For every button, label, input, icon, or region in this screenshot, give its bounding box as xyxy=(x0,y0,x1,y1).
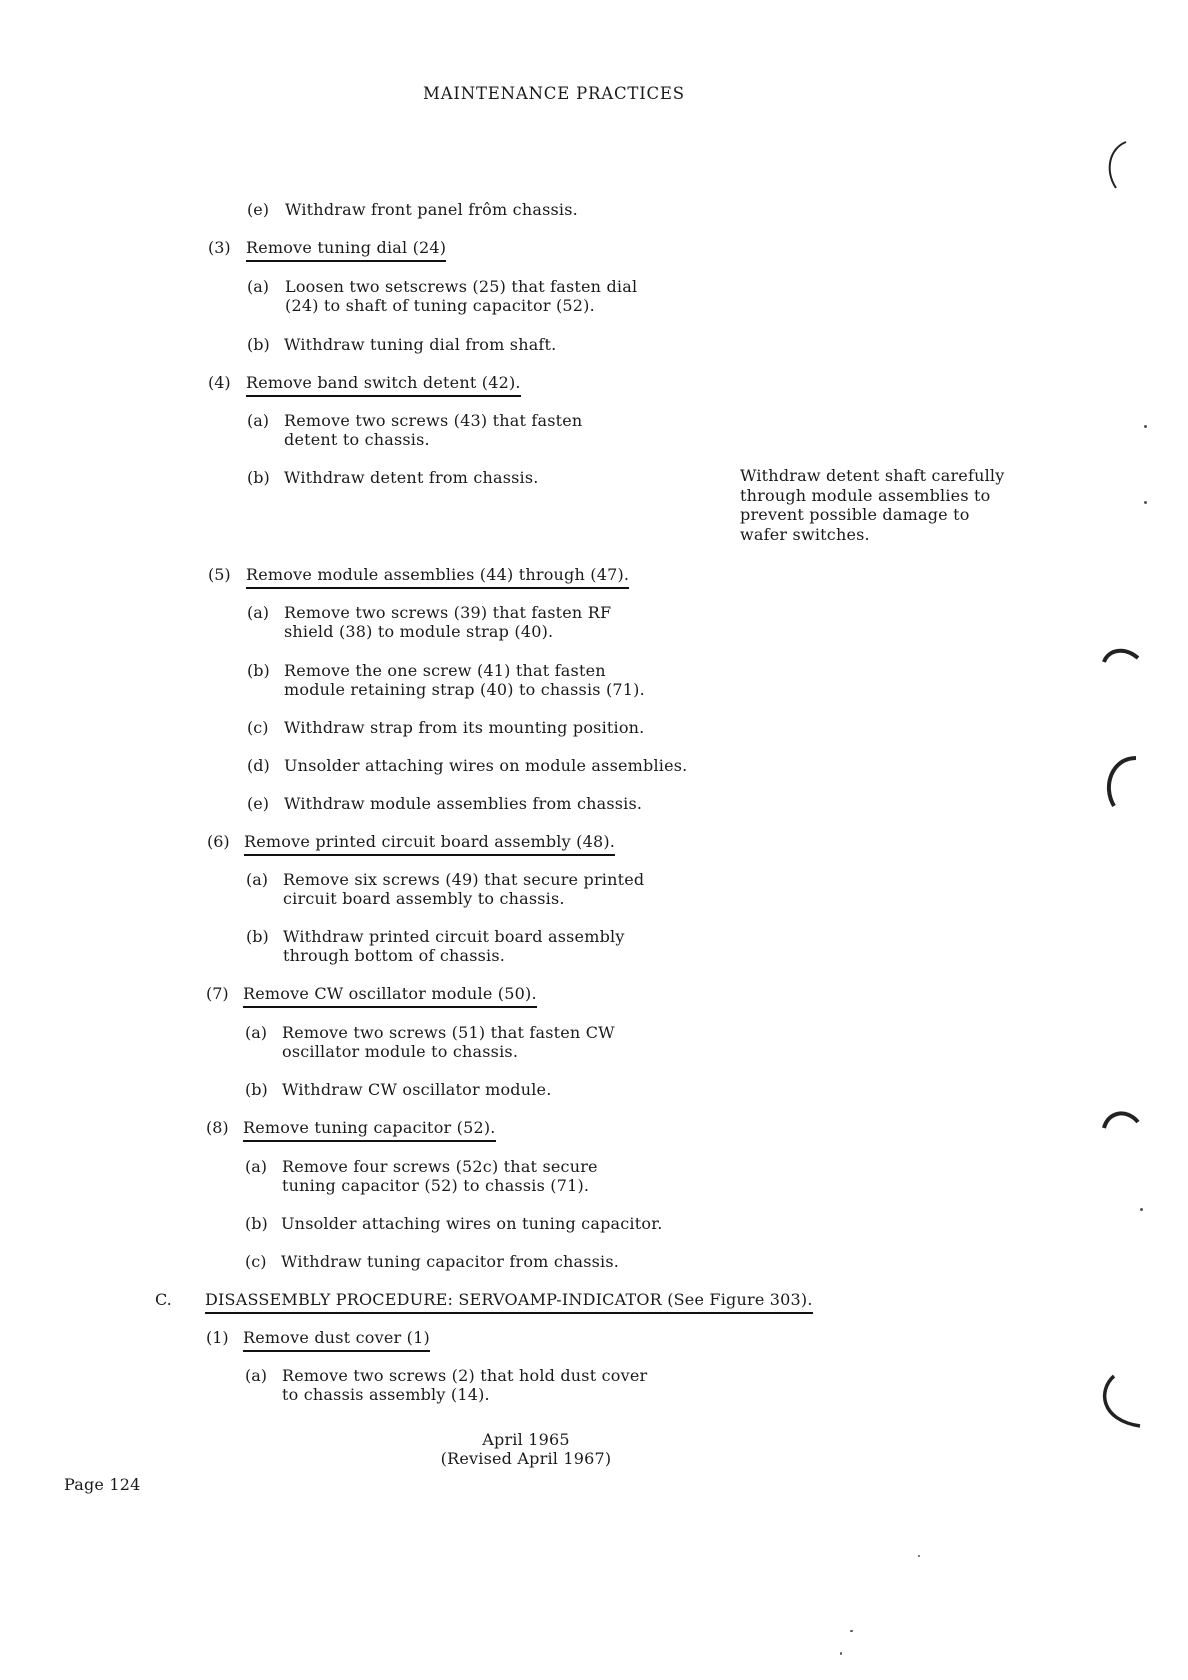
step-text: Withdraw printed circuit board assembly xyxy=(283,927,625,946)
step-marker: (a) xyxy=(247,603,270,622)
step-heading-text: Remove band switch detent (42). xyxy=(246,373,521,397)
step-text: Remove two screws (2) that hold dust cover xyxy=(282,1366,648,1385)
step-heading xyxy=(246,238,446,262)
step-text: Remove two screws (39) that fasten RF xyxy=(284,603,612,622)
step-marker: (a) xyxy=(247,277,270,296)
side-note-line: wafer switches. xyxy=(740,524,870,544)
step-marker: (8) xyxy=(206,1118,229,1137)
side-note xyxy=(740,466,1004,544)
scan-speck xyxy=(918,1555,920,1557)
step-text: Remove six screws (49) that secure printed xyxy=(283,870,645,889)
scan-speck xyxy=(840,1652,842,1655)
footer-date: April 1965 xyxy=(482,1430,570,1449)
step-heading xyxy=(243,1328,430,1352)
binder-hole-mark-icon xyxy=(1096,1100,1146,1140)
step-heading-text: Remove module assemblies (44) through (47). xyxy=(246,565,629,589)
step-text: Remove the one screw (41) that fasten xyxy=(284,661,606,680)
footer-revised: (Revised April 1967) xyxy=(440,1449,612,1468)
step-heading xyxy=(246,373,521,397)
step-text: Withdraw strap from its mounting position. xyxy=(284,718,645,737)
step-heading-text: Remove CW oscillator module (50). xyxy=(243,984,537,1008)
binder-hole-mark-icon xyxy=(1096,130,1146,200)
step-heading xyxy=(243,1118,496,1142)
step-marker: (b) xyxy=(247,661,270,680)
step-marker: (c) xyxy=(245,1252,267,1271)
step-marker: (a) xyxy=(245,1366,268,1385)
side-note-line: Withdraw detent shaft carefully xyxy=(740,466,1005,485)
step-heading xyxy=(244,832,615,856)
step-text: Withdraw detent from chassis. xyxy=(284,468,539,487)
step-marker: (c) xyxy=(247,718,269,737)
step-text: Withdraw tuning dial from shaft. xyxy=(284,335,557,354)
step-marker: (b) xyxy=(245,1080,268,1099)
step-marker: (b) xyxy=(246,927,269,946)
step-text: module retaining strap (40) to chassis (71). xyxy=(284,680,645,699)
scan-speck xyxy=(1144,425,1147,428)
step-marker: (3) xyxy=(208,238,231,257)
section-marker: C. xyxy=(155,1290,172,1309)
step-marker: (d) xyxy=(247,756,270,775)
step-text: oscillator module to chassis. xyxy=(282,1042,519,1061)
step-heading xyxy=(243,984,537,1008)
step-text: Loosen two setscrews (25) that fasten dial xyxy=(285,277,638,296)
step-text: (24) to shaft of tuning capacitor (52). xyxy=(285,296,595,315)
step-heading-text: Remove tuning capacitor (52). xyxy=(243,1118,496,1142)
scan-speck xyxy=(1144,501,1147,504)
step-marker: (a) xyxy=(245,1157,268,1176)
scan-speck xyxy=(850,1630,853,1632)
step-marker: (5) xyxy=(208,565,231,584)
step-marker: (e) xyxy=(247,200,269,219)
section-heading xyxy=(205,1290,813,1314)
section-heading-text: DISASSEMBLY PROCEDURE: SERVOAMP-INDICATOR (See Figure 303). xyxy=(205,1290,813,1314)
step-text: Remove two screws (51) that fasten CW xyxy=(282,1023,615,1042)
page-number: Page 124 xyxy=(64,1475,141,1494)
step-heading xyxy=(246,565,629,589)
step-marker: (6) xyxy=(207,832,230,851)
step-marker: (1) xyxy=(206,1328,229,1347)
binder-hole-mark-icon xyxy=(1096,640,1146,680)
step-marker: (a) xyxy=(245,1023,268,1042)
step-text: to chassis assembly (14). xyxy=(282,1385,490,1404)
step-marker: (b) xyxy=(247,335,270,354)
step-text: Withdraw tuning capacitor from chassis. xyxy=(281,1252,620,1271)
step-marker: (b) xyxy=(245,1214,268,1233)
step-marker: (4) xyxy=(208,373,231,392)
side-note-line: prevent possible damage to xyxy=(740,505,970,524)
step-text: Withdraw front panel frôm chassis. xyxy=(285,200,578,219)
step-heading-text: Remove printed circuit board assembly (48). xyxy=(244,832,615,856)
step-text: tuning capacitor (52) to chassis (71). xyxy=(282,1176,590,1195)
page-header: MAINTENANCE PRACTICES xyxy=(423,84,685,103)
scan-speck xyxy=(1140,1208,1143,1211)
step-text: shield (38) to module strap (40). xyxy=(284,622,554,641)
step-heading-text: Remove dust cover (1) xyxy=(243,1328,430,1352)
step-text: Remove two screws (43) that fasten xyxy=(284,411,583,430)
step-text: detent to chassis. xyxy=(284,430,430,449)
step-marker: (a) xyxy=(247,411,270,430)
binder-hole-mark-icon xyxy=(1096,752,1156,822)
side-note-line: through module assemblies to xyxy=(740,485,991,505)
step-text: through bottom of chassis. xyxy=(283,946,506,965)
step-heading-text: Remove tuning dial (24) xyxy=(246,238,446,262)
step-text: Unsolder attaching wires on tuning capacitor. xyxy=(281,1214,663,1233)
step-text: Withdraw CW oscillator module. xyxy=(282,1080,552,1099)
step-text: Remove four screws (52c) that secure xyxy=(282,1157,598,1176)
step-marker: (e) xyxy=(247,794,269,813)
binder-hole-mark-icon xyxy=(1090,1370,1150,1440)
step-marker: (a) xyxy=(246,870,269,889)
step-text: Unsolder attaching wires on module assemblies. xyxy=(284,756,688,775)
step-marker: (b) xyxy=(247,468,270,487)
step-text: circuit board assembly to chassis. xyxy=(283,889,565,908)
step-marker: (7) xyxy=(206,984,229,1003)
step-text: Withdraw module assemblies from chassis. xyxy=(284,794,643,813)
